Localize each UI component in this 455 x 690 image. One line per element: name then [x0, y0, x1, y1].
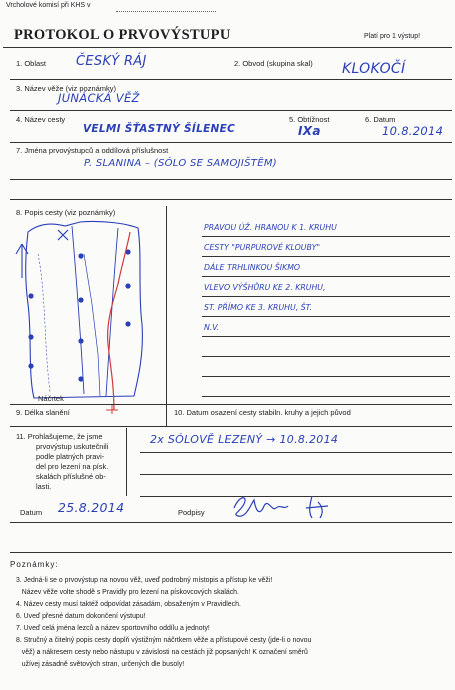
climbers-label: 7. Jména prvovýstupců a oddílová příslušnost: [16, 146, 169, 155]
area-value: ČESKÝ RÁJ: [76, 54, 147, 69]
note-item: věž) a nákresem cesty nebo nástupu v závislosti na cestách již popsaných! K označení směrů: [16, 649, 308, 656]
date-label: 6. Datum: [365, 115, 396, 124]
signing-date-label: Datum: [20, 508, 43, 517]
rappel-label: 9. Délka slanění: [16, 408, 70, 417]
description-line: PRAVOU ÚŽ. HRANOU K 1. KRUHU: [204, 223, 337, 232]
note-item: užívej zásadně světových stran, určených dle busoly!: [16, 661, 185, 668]
declaration-line: skalách příslušné ob-: [36, 472, 106, 481]
difficulty-label: 5. Obtížnost: [289, 115, 330, 124]
note-item: Název věže volte shodě s Pravidly pro lezení na pískovcových skalách.: [16, 589, 239, 596]
declaration-line: prvovýstup uskutečnili: [36, 442, 109, 451]
district-value: KLOKOČÍ: [342, 61, 406, 77]
district-label: 2. Obvod (skupina skal): [234, 59, 313, 68]
date-value: 10.8.2014: [382, 124, 444, 138]
area-label: 1. Oblast: [16, 59, 47, 68]
bolts-label: 10. Datum osazení cesty stabiln. kruhy a jejich původ: [174, 408, 351, 417]
route-sketch: [10, 214, 170, 414]
committee-label: Vrcholové komisí při KHS v: [6, 2, 91, 9]
route-value: VELMI ŠŤASTNÝ ŠÍLENEC: [83, 123, 236, 135]
note-item: 4. Název cesty musí taktéž odpovídat zásadám, obsaženým v Pravidlech.: [16, 601, 241, 608]
note-item: 7. Uveď celá jména lezců a název sportovního oddílu a jednoty!: [16, 625, 210, 632]
notes-title: Poznámky:: [10, 560, 59, 569]
declaration-line: podle platných pravi-: [36, 452, 105, 461]
description-line: CESTY "PURPUROVÉ KLOUBY": [204, 243, 321, 252]
difficulty-value: IXa: [298, 124, 321, 138]
description-line: N.V.: [204, 323, 220, 332]
sketch-label: Náčrtek: [38, 394, 64, 403]
note-item: 8. Stručný a čitelný popis cesty doplň výstižným náčrtkem věže a přístupové cesty (jde-li o novou: [16, 637, 312, 644]
declaration-line: lasti.: [36, 482, 52, 491]
description-line: VLEVO VÝŠHŮRU KE 2. KRUHU,: [204, 283, 326, 292]
note-item: 6. Uveď přesné datum dokončení výstupu!: [16, 613, 146, 620]
declaration-line: 11. Prohlašujeme, že jsme: [16, 432, 103, 441]
climbers-value: P. SLANINA – (SÓLO SE SAMOJIŠTĚM): [84, 158, 277, 169]
description-line: ST. PŘÍMO KE 3. KRUHU, ŠT.: [204, 303, 312, 312]
signature-image: [228, 488, 348, 522]
note-item: 3. Jedná-li se o prvovýstup na novou věž, uveď podrobný místopis a přístup ke věži!: [16, 577, 273, 584]
description-label: 8. Popis cesty (viz poznámky): [16, 208, 116, 217]
signatures-label: Podpisy: [178, 508, 205, 517]
signing-date-value: 25.8.2014: [58, 500, 125, 515]
description-line: DÁLE TRHLINKOU ŠIKMO: [204, 263, 301, 272]
bolts-value: 2x SÓLOVĚ LEZENÝ → 10.8.2014: [150, 433, 339, 446]
tower-label: 3. Název věže (viz poznámky): [16, 84, 117, 93]
valid-note: Platí pro 1 výstup!: [364, 33, 421, 40]
route-label: 4. Název cesty: [16, 115, 66, 124]
tower-value: JUNÁCKÁ VĚŽ: [58, 91, 140, 105]
form-title: PROTOKOL O PRVOVÝSTUPU: [14, 27, 231, 43]
declaration-line: del pro lezení na písk.: [36, 462, 109, 471]
